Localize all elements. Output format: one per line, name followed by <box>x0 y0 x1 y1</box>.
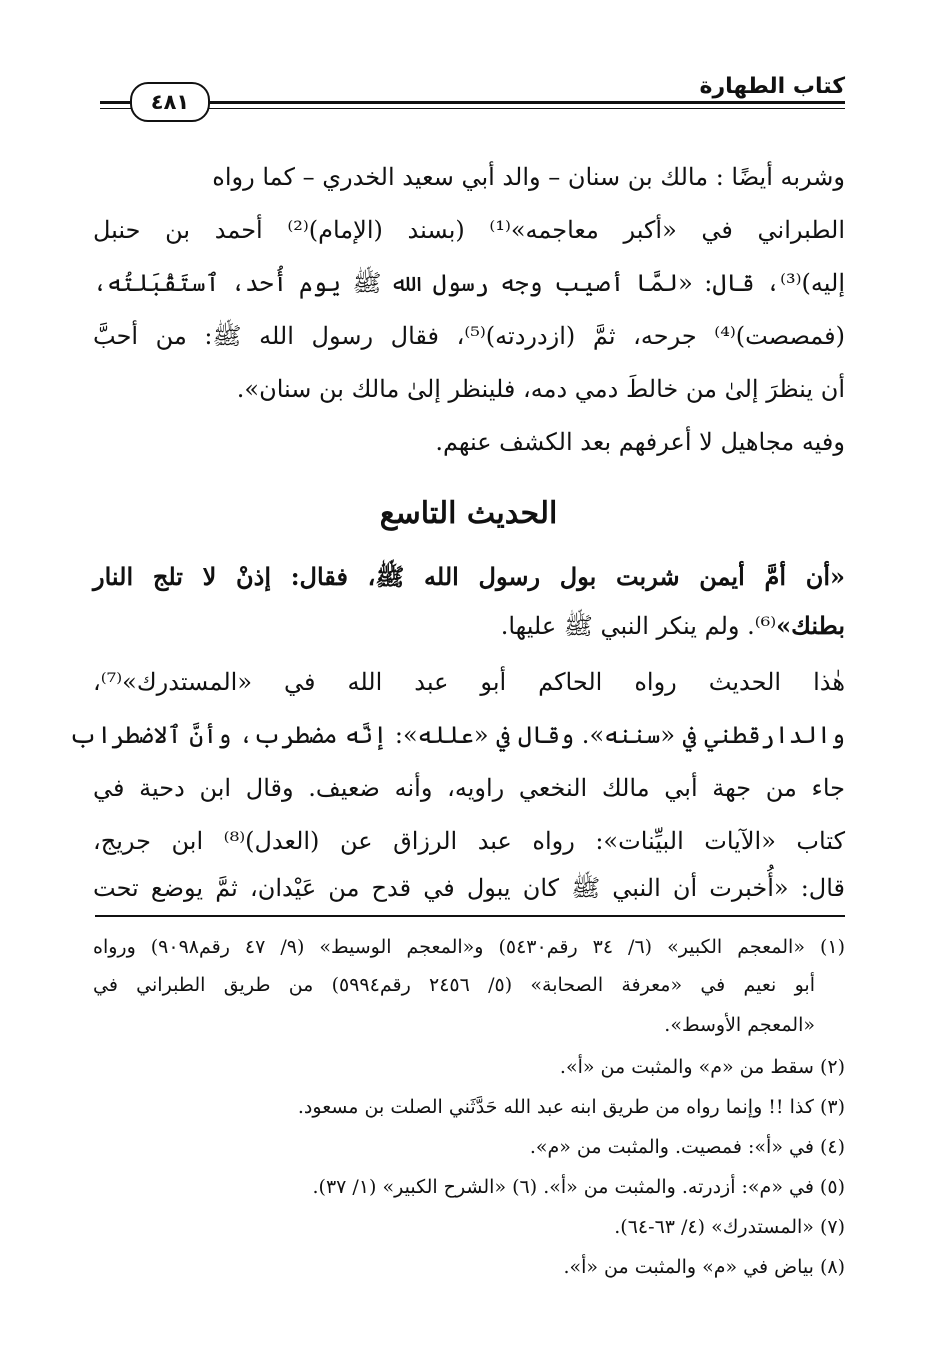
body-line: الطبراني في «أكبر معاجمه»⁽¹⁾ (بسند (الإمام)⁽²⁾ أحمد بن حنبل <box>93 216 846 244</box>
header-rule-thin <box>100 108 845 109</box>
body-line: جاء من جهة أبي مالك النخعي راويه، وأنه ضعيف. وقال ابن دحية في <box>93 774 845 802</box>
footnote-line: «المعجم الأوسط». <box>664 1014 815 1036</box>
footnote-line: (٤) في «أ»: فمصيت. والمثبت من «م». <box>529 1136 845 1158</box>
footnote-line: أبو نعيم في «معرفة الصحابة» (٥/ ٢٤٥٦ رقم٥٩٩٤) من طريق الطبراني في <box>93 974 815 996</box>
page-number: ٤٨١ <box>130 82 210 122</box>
footnote-line: (١) «المعجم الكبير» (٦/ ٣٤ رقم٥٤٣٠) و«المعجم الوسيط» (٩/ ٤٧ رقم٩٠٩٨) ورواه <box>93 936 845 958</box>
footnote-line: (٧) «المستدرك» (٤/ ٦٣-٦٤). <box>614 1216 845 1238</box>
body-line: كتاب «الآيات البيِّنات»: رواه عبد الرزاق عن (العدل)⁽⁸⁾ ابن جريج، <box>93 827 845 855</box>
body-line: قال: «أُخبرت أن النبي ﷺ كان يبول في قدح من عَيْدان، ثمَّ يوضع تحت <box>93 874 845 902</box>
body-line: وشربه أيضًا : مالك بن سنان – والد أبي سعيد الخدري – كما رواه <box>212 163 845 191</box>
running-header-title: كتاب الطهارة <box>699 74 845 99</box>
body-line: إليه)⁽³⁾، قال: «لمَّا أصيب وجه رسول الله ﷺ يوم أُحد، ٱستَقْبَلتُه، <box>93 269 845 297</box>
hadith-line: «أن أمَّ أيمن شربت بول رسول الله ﷺ، فقال: إذنْ لا تلج النار <box>93 562 845 591</box>
section-heading: الحديث التاسع <box>379 496 558 531</box>
hadith-comment: ⁽⁶⁾. ولم ينكر النبي ﷺ عليها. <box>500 612 777 640</box>
hadith-line-2 <box>501 604 845 648</box>
body-line: (فمصصت)⁽⁴⁾ جرحه، ثمَّ (ازدردته)⁽⁵⁾، فقال رسول الله ﷺ: من أحبَّ <box>93 322 845 350</box>
hadith-text: بطنك» <box>776 611 845 640</box>
footnote-line: (٣) كذا !! وإنما رواه من طريق ابنه عبد الله حَدَّثَني الصلت بن مسعود. <box>297 1096 845 1118</box>
footnote-line: (٥) في «م»: أزدرته. والمثبت من «أ». (٦) «الشرح الكبير» (١/ ٣٧). <box>312 1176 845 1198</box>
body-line: وفيه مجاهيل لا أعرفهم بعد الكشف عنهم. <box>435 428 845 456</box>
footnote-line: (٢) سقط من «م» والمثبت من «أ». <box>559 1056 845 1078</box>
header-rule <box>100 101 845 104</box>
footnote-line: (٨) بياض في «م» والمثبت من «أ». <box>563 1256 845 1278</box>
body-line: والدارقطني في «سننه». وقال في «علله»: إنَّه مضطرب، وأنَّ ٱلاضطراب <box>69 721 845 749</box>
body-line: هٰذا الحديث رواه الحاكم أبو عبد الله في «المستدرك»⁽⁷⁾، <box>93 668 845 696</box>
footnote-separator <box>95 915 845 917</box>
body-line: أن ينظرَ إلىٰ من خالطَ دمي دمه، فلينظر إلىٰ مالك بن سنان». <box>236 375 845 403</box>
